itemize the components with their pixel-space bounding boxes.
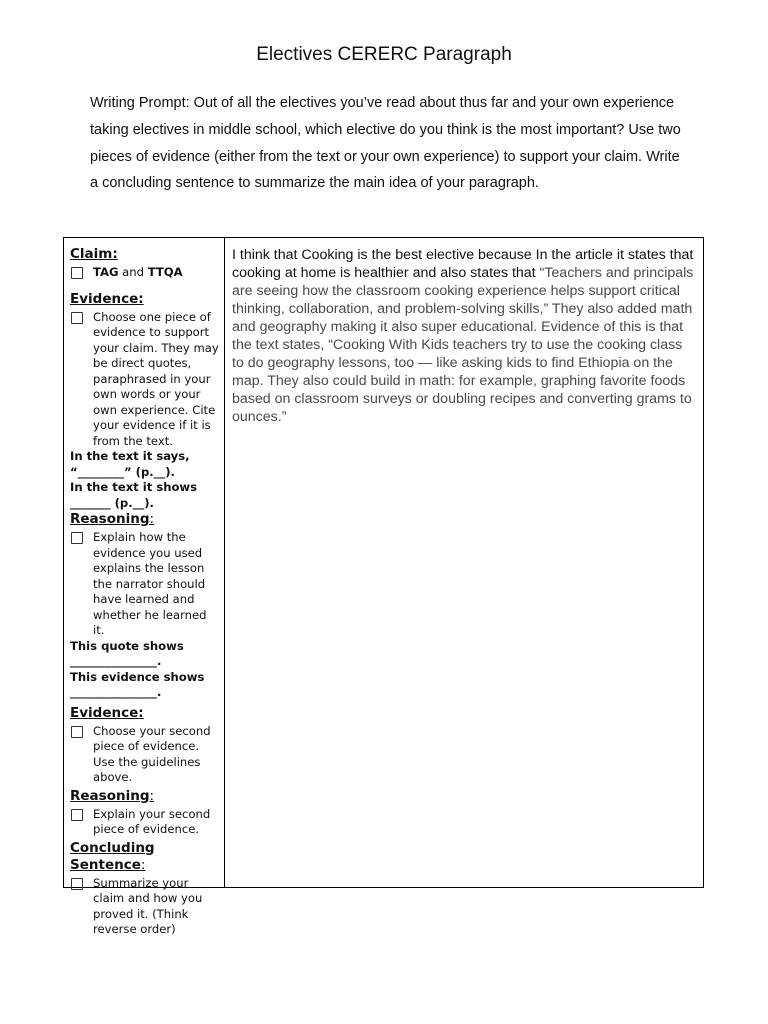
checkbox[interactable] [71, 267, 83, 279]
claim-header: Claim: [70, 246, 118, 262]
response-text: I think that Cooking is the best elective because In the article it states that cooking at home is healthier and also states that [232, 247, 694, 281]
evidence-item: Choose one piece of evidence to support your claim. They may be direct quotes, paraphrased in your own words or your own experience. Cite your evidence if it is from the text. [70, 310, 224, 450]
checkbox[interactable] [71, 312, 83, 324]
concluding-header: Concluding Sentence: [70, 839, 155, 873]
guide-column [64, 238, 225, 936]
response-column[interactable] [225, 238, 703, 887]
page-title: Electives CERERC Paragraph [256, 44, 512, 65]
reasoning-item: Explain your second piece of evidence. [70, 807, 224, 838]
sentence-starter: In the text it shows _______ (p.__). [70, 480, 198, 510]
reasoning-header: Reasoning: [70, 511, 155, 527]
checkbox[interactable] [71, 726, 83, 738]
sentence-starter: This evidence shows _______________. [70, 669, 205, 699]
evidence-header: Evidence: [70, 290, 144, 307]
checkbox[interactable] [71, 878, 83, 890]
evidence-header: Evidence: [70, 704, 144, 721]
reasoning-item: Explain how the evidence you used explains the lesson the narrator should have learned and whether he learned it. [70, 530, 224, 639]
checkbox[interactable] [71, 532, 83, 544]
evidence-item: Choose your second piece of evidence. Use the guidelines above. [70, 724, 224, 786]
sentence-starter: In the text it says, “________” (p.__). [70, 449, 190, 479]
checkbox[interactable] [71, 809, 83, 821]
sentence-starter: This quote shows _______________. [70, 638, 184, 668]
cererc-table [63, 237, 704, 936]
reasoning-header: Reasoning: [70, 787, 155, 804]
claim-item: TAG and TTQA [70, 265, 224, 281]
response-quote-text: “Teachers and principals are seeing how the classroom cooking experience helps support critical thinking, collaboration, and problem-solving skills,” They also added math and geography making it also super educational. Evidence of this is that the text states, “Cooking With Kids teachers try to use the cooking class to do geography lessons, too — like asking kids to find Ethiopia on the map. They also could build in math: for example, graphing favorite foods based on classroom surveys or doubling recipes and converting grams to ounces.” [232, 265, 694, 425]
writing-prompt: Writing Prompt: Out of all the electives you’ve read about thus far and your own experience taking electives in middle school, which elective do you think is the most important? Use two pieces of evidence (either from the text or your own experience) to support your claim. Write a concluding sentence to summarize the main idea of your paragraph. [90, 95, 681, 192]
concluding-item: Summarize your claim and how you proved it. (Think reverse order) [70, 876, 224, 938]
